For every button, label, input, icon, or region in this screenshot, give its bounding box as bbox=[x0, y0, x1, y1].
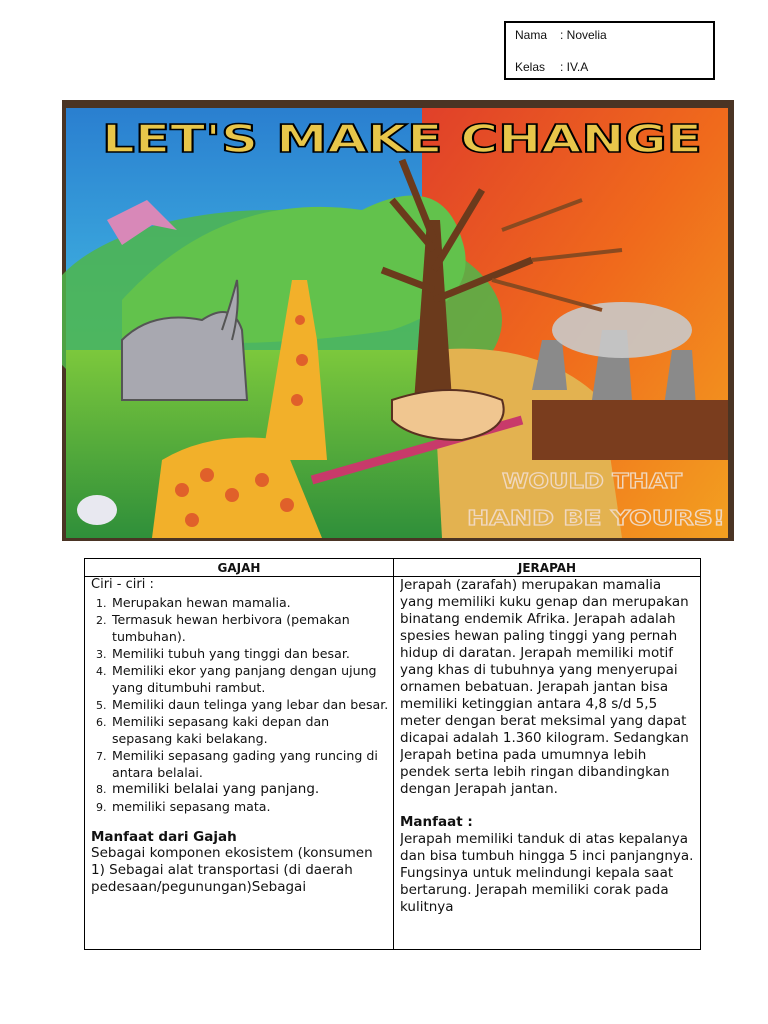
list-item: 4. Memiliki ekor yang panjang dengan ujung yang ditumbuhi rambut. bbox=[110, 662, 389, 696]
class-label: Kelas bbox=[515, 60, 546, 74]
list-item: 9. memiliki sepasang mata. bbox=[110, 798, 389, 815]
gajah-header: GAJAH bbox=[85, 559, 394, 577]
poster-caption-line2: HAND BE YOURS! bbox=[467, 506, 725, 530]
list-item: 1. Merupakan hewan mamalia. bbox=[110, 594, 389, 611]
jerapah-benefit-text: Jerapah memiliki tanduk di atas kepalanya dan bisa tumbuh hingga 5 inci panjangnya. Fungsinya untuk melindungi kepala saat bertarung. Jerapah memiliki corak pada kulitnya bbox=[400, 831, 694, 915]
gajah-features-list bbox=[91, 594, 389, 815]
gajah-benefit-text: Sebagai komponen ekosistem (konsumen 1) Sebagai alat transportasi (di daerah pedesaan/pegunungan)Sebagai bbox=[91, 845, 373, 895]
student-identity-box bbox=[504, 21, 715, 80]
poster-caption-line1: WOULD THAT bbox=[502, 469, 683, 493]
comparison-table bbox=[84, 558, 701, 950]
list-item: 3. Memiliki tubuh yang tinggi dan besar. bbox=[110, 645, 389, 662]
list-item: 5. Memiliki daun telinga yang lebar dan besar. bbox=[110, 696, 389, 713]
name-row bbox=[515, 28, 607, 42]
gajah-benefit-title: Manfaat dari Gajah bbox=[91, 828, 237, 845]
gajah-column bbox=[91, 577, 389, 949]
jerapah-description: Jerapah (zarafah) merupakan mamalia yang memiliki kuku genap dan merupakan binatang endemik Afrika. Jerapah adalah spesies hewan paling tinggi yang pernah hidup di daratan. Jerapah memiliki motif yang khas di tubuhnya yang menyerupai ornamen bebatuan. Jerapah jantan bisa memiliki ketinggian antara 4,8 s/d 5,5 meter dengan berat meksimal yang dapat dicapai adalah 1.360 kilogram. Sedangkan Jerapah betina pada umumnya lebih pendek serta lebih ringan dibandingkan dengan Jerapah jantan. bbox=[400, 577, 689, 797]
jerapah-benefit-title: Manfaat : bbox=[400, 814, 473, 830]
class-value: : IV.A bbox=[560, 60, 589, 74]
gajah-features-title: Ciri - ciri : bbox=[91, 577, 154, 592]
name-label: Nama bbox=[515, 28, 548, 42]
poster-image bbox=[62, 100, 734, 541]
column-divider bbox=[393, 577, 394, 949]
list-item: 7. Memiliki sepasang gading yang runcing di antara belalai. bbox=[110, 747, 389, 781]
list-item: 2. Termasuk hewan herbivora (pemakan tumbuhan). bbox=[110, 611, 389, 645]
jerapah-column bbox=[400, 577, 696, 949]
poster-title: LET'S MAKE CHANGE bbox=[102, 117, 702, 161]
name-value: : Novelia bbox=[560, 28, 607, 42]
list-item: 8. memiliki belalai yang panjang. bbox=[110, 781, 389, 798]
class-row bbox=[515, 60, 588, 74]
jerapah-header: JERAPAH bbox=[394, 559, 700, 577]
list-item: 6. Memiliki sepasang kaki depan dan sepasang kaki belakang. bbox=[110, 713, 389, 747]
